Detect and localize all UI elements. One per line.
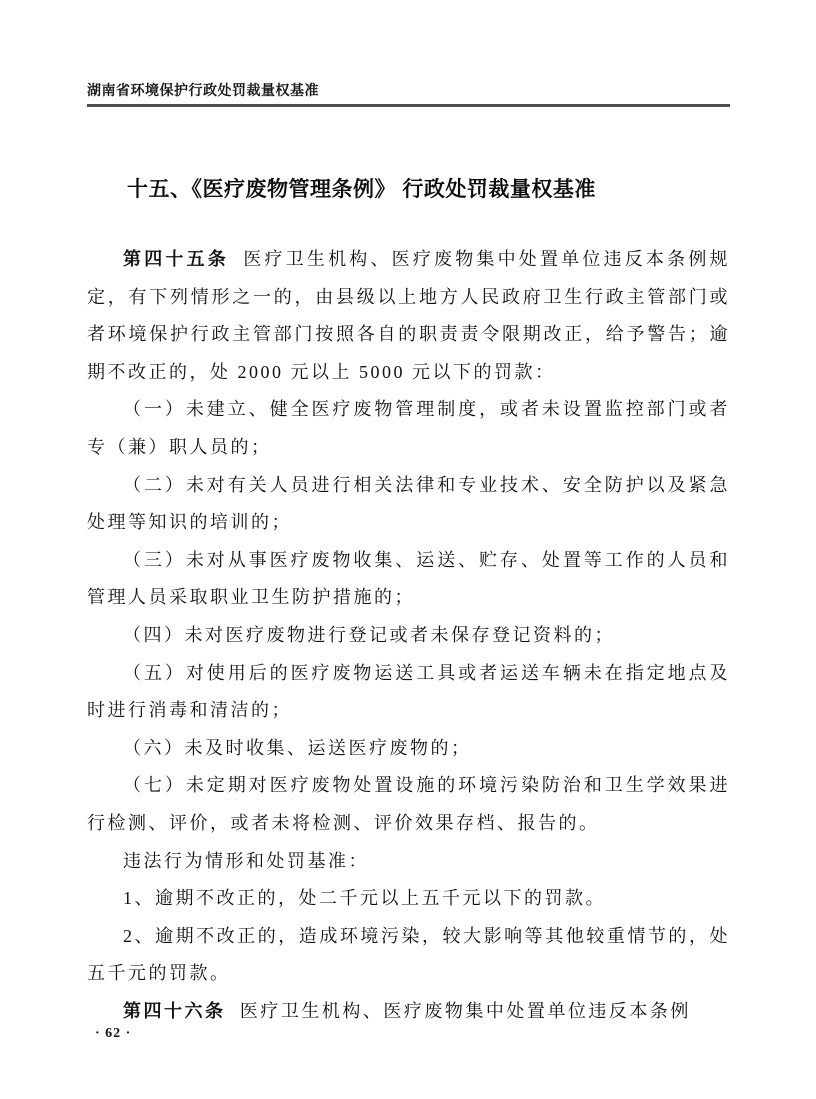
paragraph-item-1 <box>87 391 730 466</box>
section-title: 十五、《医疗废物管理条例》 行政处罚裁量权基准 <box>127 178 596 201</box>
paragraph-article-45 <box>87 241 730 391</box>
paragraph-text: 2、逾期不改正的，造成环境污染，较大影响等其他较重情节的，处五千元的罚款。 <box>87 925 730 984</box>
paragraph-text: （三）未对从事医疗废物收集、运送、贮存、处置等工作的人员和管理人员采取职业卫生防护措施的； <box>87 549 730 608</box>
paragraph-text: 医疗卫生机构、医疗废物集中处置单位违反本条例规定，有下列情形之一的，由县级以上地方人民政府卫生行政主管部门或者环境保护行政主管部门按照各自的职责责令限期改正，给予警告；逾期不改正的，处 2000 元以上 5000 元以下的罚款： <box>87 249 731 382</box>
paragraph-penalty-1 <box>87 880 730 918</box>
paragraph-article-46 <box>87 993 730 1031</box>
paragraph-text: （二）未对有关人员进行相关法律和专业技术、安全防护以及紧急处理等知识的培训的； <box>87 474 730 533</box>
article-number: 第四十五条 <box>123 249 229 269</box>
paragraph-item-3 <box>87 542 730 617</box>
paragraph-text: 医疗卫生机构、医疗废物集中处置单位违反本条例 <box>239 1000 691 1021</box>
paragraph-penalty-2 <box>87 918 730 993</box>
paragraph-text: （五）对使用后的医疗废物运送工具或者运送车辆未在指定地点及时进行消毒和清洁的； <box>87 662 730 721</box>
header-rule <box>87 104 730 107</box>
document-body <box>87 241 730 1030</box>
page-number: · 62 · <box>95 1026 132 1041</box>
paragraph-text: 违法行为情形和处罚基准： <box>123 850 369 871</box>
paragraph-text: （六）未及时收集、运送医疗废物的； <box>123 737 472 758</box>
article-number: 第四十六条 <box>123 1000 226 1021</box>
paragraph-text: （四）未对医疗废物进行登记或者未保存登记资料的； <box>123 624 615 645</box>
paragraph-item-4 <box>87 617 730 655</box>
paragraph-text: （七）未定期对医疗废物处置设施的环境污染防治和卫生学效果进行检测、评价，或者未将检测、评价效果存档、报告的。 <box>87 775 730 833</box>
paragraph-item-5 <box>87 655 730 730</box>
paragraph-penalty-heading <box>87 843 730 881</box>
paragraph-item-7 <box>87 767 730 842</box>
running-header: 湖南省环境保护行政处罚裁量权基准 <box>87 82 319 98</box>
paragraph-item-2 <box>87 467 730 542</box>
paragraph-text: （一）未建立、健全医疗废物管理制度，或者未设置监控部门或者专（兼）职人员的； <box>87 399 730 457</box>
paragraph-item-6 <box>87 730 730 768</box>
paragraph-text: 1、逾期不改正的，处二千元以上五千元以下的罚款。 <box>123 888 606 909</box>
